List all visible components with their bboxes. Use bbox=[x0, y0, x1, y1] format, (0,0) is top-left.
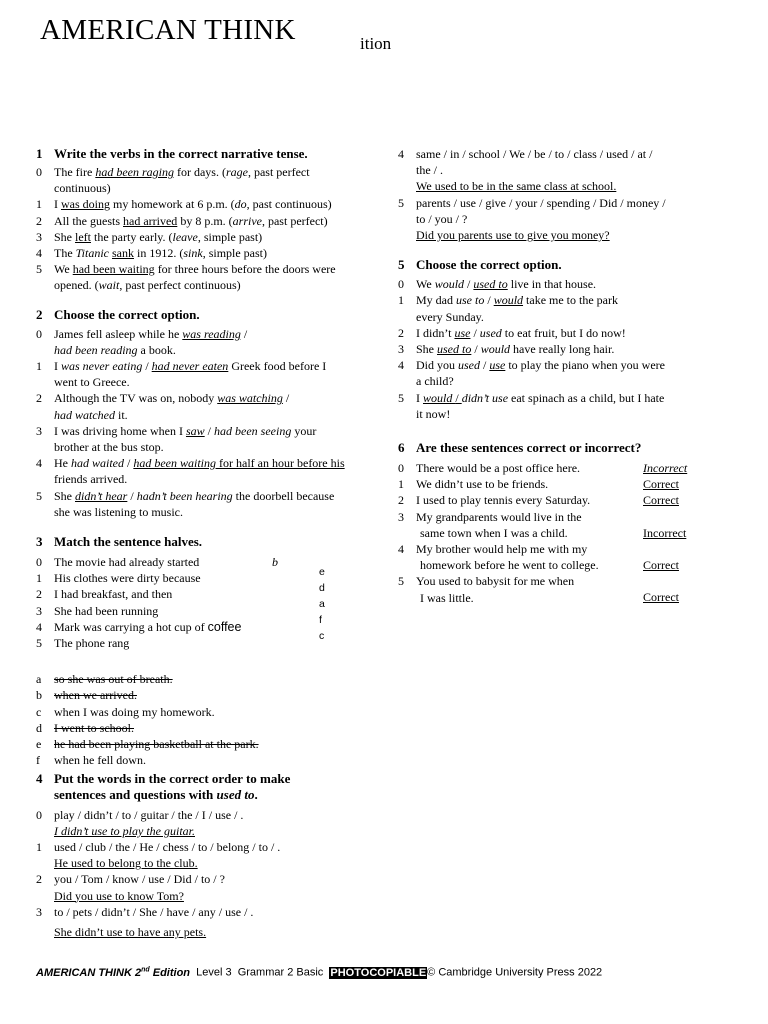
list-item: 4 He had waited / had been waiting for half an hour before his friends arrived. bbox=[36, 456, 345, 487]
table-row: 4 My brother would help me with my homework before he went to college. Correct bbox=[398, 542, 679, 573]
answer-letter: d bbox=[319, 582, 325, 595]
list-item: 5 parents / use / give / your / spending / Did / money / to / you / ? Did you parents use to give you money? bbox=[398, 195, 666, 243]
list-item: 1 His clothes were dirty because bbox=[36, 571, 201, 586]
photocopiable-badge: PHOTOCOPIABLE bbox=[330, 966, 427, 979]
list-item: e he had been playing basketball at the park. bbox=[36, 737, 259, 752]
page-title: AMERICAN THINK bbox=[40, 14, 296, 46]
list-item: 0 play / didn’t / to / guitar / the / I / use / . I didn’t use to play the guitar. bbox=[36, 807, 244, 838]
right-column bbox=[398, 146, 708, 606]
list-item: 0 The fire had been raging for days. (rage, past perfect continuous) bbox=[36, 165, 310, 196]
match-first-halves bbox=[36, 554, 371, 651]
list-item: 0 We would / used to live in that house. bbox=[398, 277, 597, 292]
list-item: 0 The movie had already started bbox=[36, 555, 200, 570]
list-item: 3 She had been running bbox=[36, 603, 159, 618]
footer-info: Level 3 Grammar 2 Basic bbox=[190, 966, 330, 979]
list-item: 1 I was never eating / had never eaten Greek food before I went to Greece. bbox=[36, 359, 327, 390]
page-footer bbox=[36, 966, 602, 979]
section-3-heading: 3 Match the sentence halves. bbox=[36, 534, 203, 550]
section-5-heading: 5 Choose the correct option. bbox=[398, 257, 562, 273]
answer-letter: c bbox=[319, 630, 325, 643]
page-title-tail: ition bbox=[360, 34, 392, 53]
table-row: 2 I used to play tennis every Saturday. Correct bbox=[398, 493, 679, 508]
list-item: 4 The Titanic sank in 1912. (sink, simple past) bbox=[36, 246, 268, 261]
list-item: 4 Mark was carrying a hot cup of coffee bbox=[36, 619, 242, 634]
answer-letter: f bbox=[319, 614, 322, 627]
left-column bbox=[36, 146, 371, 940]
list-item: 3 She left the party early. (leave, simple past) bbox=[36, 229, 263, 244]
answer-letter: e bbox=[319, 566, 325, 579]
answer-letters bbox=[319, 564, 325, 644]
list-item: 5 She didn’t hear / hadn’t been hearing the doorbell because she was listening to music. bbox=[36, 488, 335, 519]
table-row: 1 We didn’t use to be friends. Correct bbox=[398, 477, 679, 492]
list-item: b when we arrived. bbox=[36, 688, 137, 703]
list-item: 2 All the guests had arrived by 8 p.m. (arrive, past perfect) bbox=[36, 213, 328, 228]
list-item: 1 I was doing my homework at 6 p.m. (do, past continuous) bbox=[36, 197, 332, 212]
list-item: a so she was out of breath. bbox=[36, 672, 173, 687]
list-item: 4 Did you used / use to play the piano when you were a child? bbox=[398, 358, 665, 389]
table-row: 5 You used to babysit for me when I was little. Correct bbox=[398, 574, 679, 605]
list-item: 1 My dad use to / would take me to the park every Sunday. bbox=[398, 293, 618, 324]
table-row: 3 My grandparents would live in the same town when I was a child. Incorrect bbox=[398, 509, 687, 540]
footer-brand: AMERICAN THINK 2nd Edition bbox=[36, 966, 191, 979]
list-item: 1 used / club / the / He / chess / to / belong / to / . He used to belong to the club. bbox=[36, 839, 281, 871]
section-6-heading: 6 Are these sentences correct or incorrect? bbox=[398, 440, 642, 456]
list-item: 2 I didn’t use / used to eat fruit, but I do now! bbox=[398, 325, 626, 340]
list-item: 2 I had breakfast, and then bbox=[36, 587, 173, 602]
table-row: 0 There would be a post office here. Incorrect bbox=[398, 461, 688, 476]
section-2-heading: 2 Choose the correct option. bbox=[36, 306, 200, 322]
list-item: 2 Although the TV was on, nobody was watching / had watched it. bbox=[36, 391, 290, 422]
footer-copyright: © Cambridge University Press 2022 bbox=[427, 966, 603, 979]
answer-letter: a bbox=[319, 598, 325, 611]
list-item: f when he fell down. bbox=[36, 753, 146, 768]
match-second-halves bbox=[36, 671, 371, 768]
answer-letter: b bbox=[272, 555, 278, 570]
list-item: 4 same / in / school / We / be / to / class / used / at / the / . We used to be in the same class at school. bbox=[398, 147, 653, 194]
list-item: 3 to / pets / didn’t / She / have / any / use / . She didn’t use to have any pets. bbox=[36, 904, 254, 939]
list-item: c when I was doing my homework. bbox=[36, 704, 215, 719]
list-item: 5 We had been waiting for three hours before the doors were opened. (wait, past perfect continuous) bbox=[36, 262, 336, 293]
section-4-heading: 4 Put the words in the correct order to make sentences and questions with used to. bbox=[36, 770, 291, 802]
list-item: d I went to school. bbox=[36, 720, 134, 735]
list-item: 3 She used to / would have really long hair. bbox=[398, 342, 615, 357]
list-item: 2 you / Tom / know / use / Did / to / ? Did you use to know Tom? bbox=[36, 872, 225, 903]
list-item: 5 The phone rang bbox=[36, 636, 130, 651]
list-item: 5 I would / didn’t use eat spinach as a child, but I hate it now! bbox=[398, 390, 665, 421]
list-item: 3 I was driving home when I saw / had been seeing your brother at the bus stop. bbox=[36, 423, 317, 455]
list-item: 0 James fell asleep while he was reading / had been reading a book. bbox=[36, 326, 248, 357]
section-1-heading: 1 Write the verbs in the correct narrative tense. bbox=[36, 146, 308, 161]
